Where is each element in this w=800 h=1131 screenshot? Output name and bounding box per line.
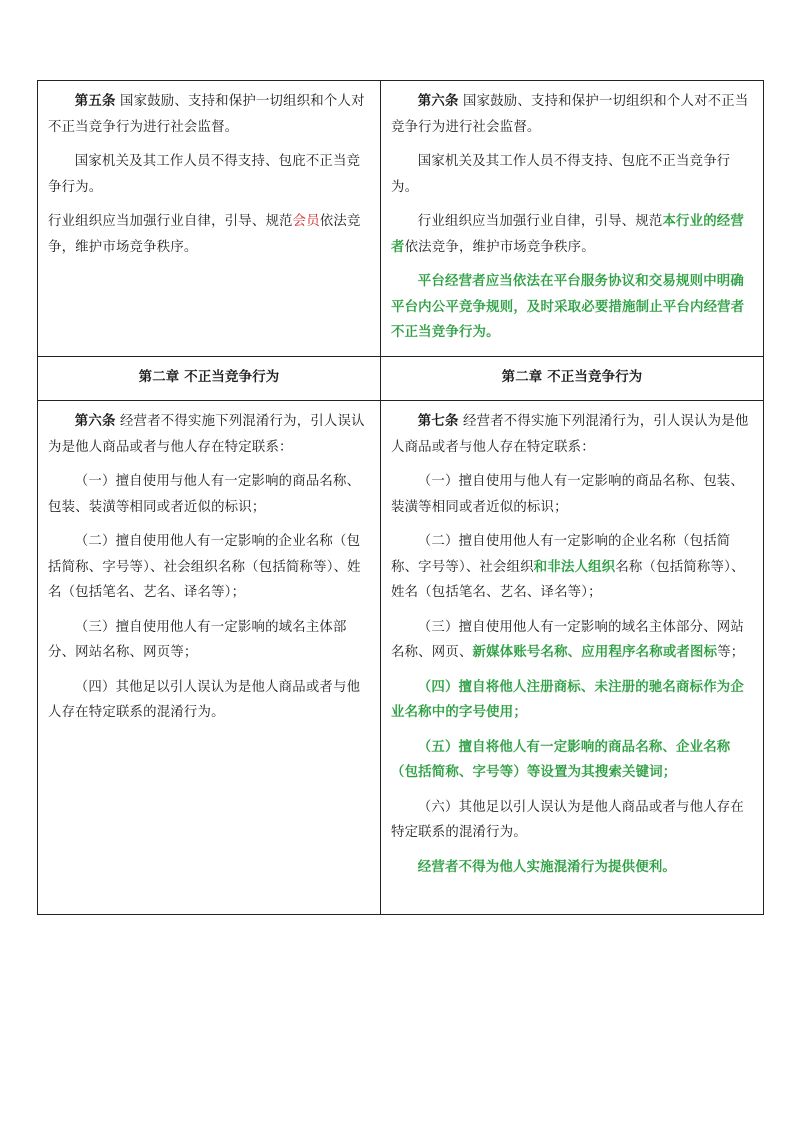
added-text: 新媒体账号名称、应用程序名称或者图标 bbox=[472, 645, 718, 660]
deleted-text: 会员 bbox=[292, 214, 320, 229]
added-text: 本行业的经营者 bbox=[391, 214, 744, 255]
table-row bbox=[38, 356, 764, 401]
chapter-heading-new: 第二章 不正当竞争行为 bbox=[381, 356, 764, 401]
article-text: 经营者不得实施下列混淆行为，引人误认为是他人商品或者与他人存在特定联系： bbox=[48, 414, 365, 455]
comparison-table bbox=[37, 80, 764, 915]
list-item: （六）其他足以引人误认为是他人商品或者与他人存在特定联系的混淆行为。 bbox=[391, 799, 744, 840]
article-text: 等； bbox=[717, 645, 745, 660]
list-item: （四）其他足以引人误认为是他人商品或者与他人存在特定联系的混淆行为。 bbox=[48, 679, 361, 720]
article-number: 第六条 bbox=[417, 94, 459, 109]
article-paragraph bbox=[391, 409, 753, 460]
article-text: 经营者不得实施下列混淆行为，引人误认为是他人商品或者与他人存在特定联系： bbox=[391, 414, 749, 455]
article-text: 依法竞争，维护市场竞争秩序。 bbox=[48, 214, 361, 255]
article-number: 第七条 bbox=[417, 414, 459, 429]
old-text-cell bbox=[38, 401, 381, 915]
article-text: 名称（包括简称等）、姓名（包括笔名、艺名、译名等）； bbox=[391, 559, 745, 600]
article-text: 行业组织应当加强行业自律，引导、规范 bbox=[48, 214, 293, 229]
article-paragraph bbox=[391, 89, 753, 140]
added-list-item: （四）擅自将他人注册商标、未注册的驰名商标作为企业名称中的字号使用； bbox=[391, 679, 744, 720]
article-paragraph: 国家机关及其工作人员不得支持、包庇不正当竞争行为。 bbox=[391, 154, 731, 195]
new-text-cell bbox=[381, 81, 764, 357]
list-item: （一）擅自使用与他人有一定影响的商品名称、包装、装潢等相同或者近似的标识； bbox=[391, 474, 744, 515]
article-number: 第六条 bbox=[74, 414, 116, 429]
old-text-cell bbox=[38, 81, 381, 357]
list-item: （三）擅自使用他人有一定影响的域名主体部分、网站名称、网页等； bbox=[48, 619, 347, 660]
added-paragraph: 经营者不得为他人实施混淆行为提供便利。 bbox=[417, 859, 677, 875]
article-text: 行业组织应当加强行业自律，引导、规范 bbox=[417, 214, 663, 229]
added-text: 和非法人组织 bbox=[533, 559, 616, 575]
table-row bbox=[38, 81, 764, 357]
list-item: （二）擅自使用他人有一定影响的企业名称（包括简称、字号等）、社会组织名称（包括简称等）、姓名（包括笔名、艺名、译名等）； bbox=[48, 534, 361, 600]
list-item bbox=[391, 615, 753, 666]
article-paragraph bbox=[48, 209, 370, 260]
table-row bbox=[38, 401, 764, 915]
article-paragraph bbox=[391, 209, 753, 260]
article-text: 国家鼓励、支持和保护一切组织和个人对不正当竞争行为进行社会监督。 bbox=[391, 94, 749, 135]
article-text: 国家鼓励、支持和保护一切组织和个人对不正当竞争行为进行社会监督。 bbox=[48, 94, 365, 135]
new-text-cell bbox=[381, 401, 764, 915]
chapter-heading-old: 第二章 不正当竞争行为 bbox=[38, 356, 381, 401]
article-paragraph bbox=[48, 409, 370, 460]
article-paragraph: 国家机关及其工作人员不得支持、包庇不正当竞争行为。 bbox=[48, 154, 361, 195]
article-paragraph bbox=[48, 89, 370, 140]
added-list-item: （五）擅自将他人有一定影响的商品名称、企业名称（包括简称、字号等）等设置为其搜索关键词； bbox=[391, 739, 731, 780]
article-number: 第五条 bbox=[74, 94, 116, 109]
list-item bbox=[391, 529, 753, 606]
article-text: （二）擅自使用他人有一定影响的企业名称（包括简称、字号等）、社会组织 bbox=[391, 534, 731, 575]
list-item: （一）擅自使用与他人有一定影响的商品名称、包装、装潢等相同或者近似的标识； bbox=[48, 474, 361, 515]
article-text: （三）擅自使用他人有一定影响的域名主体部分、网站名称、网页、 bbox=[391, 619, 744, 660]
article-text: 依法竞争，维护市场竞争秩序。 bbox=[404, 239, 595, 255]
added-paragraph: 平台经营者应当依法在平台服务协议和交易规则中明确平台内公平竞争规则，及时采取必要措施制止平台内经营者不正当竞争行为。 bbox=[391, 274, 745, 340]
